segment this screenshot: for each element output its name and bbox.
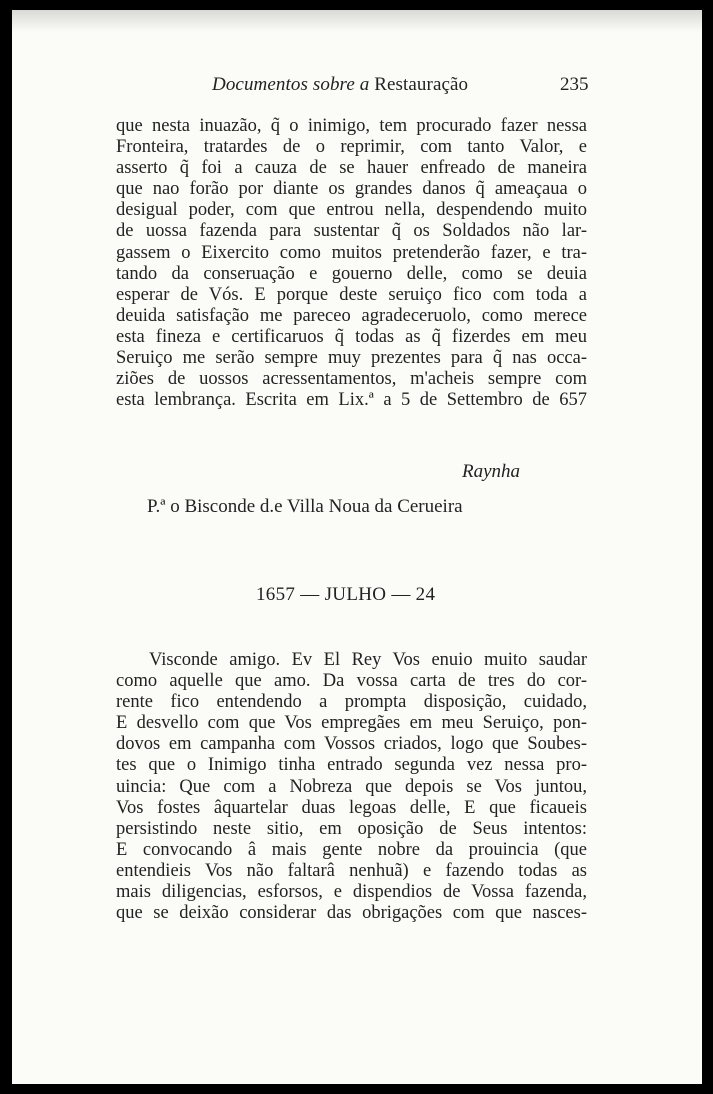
text-line: asserto q̃ foi a cauza de se hauer enfreado de maneira bbox=[116, 158, 587, 179]
text-line: que nesta inuazão, q̃ o inimigo, tem procurado fazer nessa bbox=[116, 116, 587, 136]
text-line: Visconde amigo. Ev El Rey Vos enuio muito saudar bbox=[149, 650, 587, 670]
running-header bbox=[12, 74, 702, 98]
text-line: entendieis Vos não faltarâ nenhuã) e fazendo todas as bbox=[116, 860, 587, 881]
text-line: persistindo neste sitio, em oposição de Seus intentos: bbox=[116, 818, 587, 839]
text-line: esta fineza e certificaruos q̃ todas as q̃ fizerdes em meu bbox=[116, 326, 587, 347]
text-line: tando da conseruação e gouerno delle, como se deuia bbox=[116, 263, 587, 284]
text-line: uincia: Que com a Nobreza que depois se Vos juntou, bbox=[116, 776, 587, 797]
text-line: que se deixão considerar das obrigações com que nasces- bbox=[116, 903, 587, 924]
text-line: dovos em campanha com Vossos criados, logo que Soubes- bbox=[116, 734, 587, 755]
book-page bbox=[12, 10, 702, 1084]
letter-1-body bbox=[116, 116, 587, 411]
text-line: Vos fostes âquartelar duas legoas delle, E que ficaueis bbox=[116, 797, 587, 818]
text-line: deuida satisfação me pareceo agradeceruolo, como merece bbox=[116, 305, 587, 326]
addressee-line: P.ª o Bisconde d.e Villa Noua da Cerueira bbox=[147, 496, 463, 517]
running-title: Documentos sobre a Restauração bbox=[212, 74, 469, 95]
text-line: gassem o Eixercito como muitos pretenderão fazer, e tra- bbox=[116, 242, 587, 263]
text-line: desigual poder, com que entrou nella, despendendo muito bbox=[116, 200, 587, 221]
page-number: 235 bbox=[560, 74, 589, 95]
text-line: como aquelle que amo. Da vossa carta de tres do cor- bbox=[116, 671, 587, 692]
text-line: E convocando â mais gente nobre da prouincia (que bbox=[116, 839, 587, 860]
text-line: Fronteira, tratardes de o reprimir, com tanto Valor, e bbox=[116, 137, 587, 158]
text-line: esperar de Vós. E porque deste seruiço fico com toda a bbox=[116, 284, 587, 305]
text-line: de uossa fazenda para sustentar q̃ os Soldados não lar- bbox=[116, 221, 587, 242]
page-edge-shadow bbox=[12, 10, 702, 32]
text-line: mais diligencias, esforsos, e dispendios de Vossa fazenda, bbox=[116, 882, 587, 903]
text-line: esta lembrança. Escrita em Lix.ª a 5 de Settembro de 657 bbox=[116, 390, 587, 411]
text-line: Seruiço me serão sempre muy prezentes para q̃ nas occa- bbox=[116, 348, 587, 369]
text-line: tes que o Inimigo tinha entrado segunda vez nessa pro- bbox=[116, 755, 587, 776]
text-line: que nao forão por diante os grandes danos q̃ ameaçaua o bbox=[116, 179, 587, 200]
date-heading: 1657 — JULHO — 24 bbox=[256, 584, 436, 605]
letter-2-body bbox=[116, 650, 587, 924]
text-line: E desvello com que Vos empregães em meu Seruiço, pon- bbox=[116, 713, 587, 734]
text-line: ziões de uossos acressentamentos, m'acheis sempre com bbox=[116, 369, 587, 390]
signature: Raynha bbox=[462, 461, 521, 482]
text-line: rente fico entendendo a prompta disposição, cuidado, bbox=[116, 692, 587, 713]
